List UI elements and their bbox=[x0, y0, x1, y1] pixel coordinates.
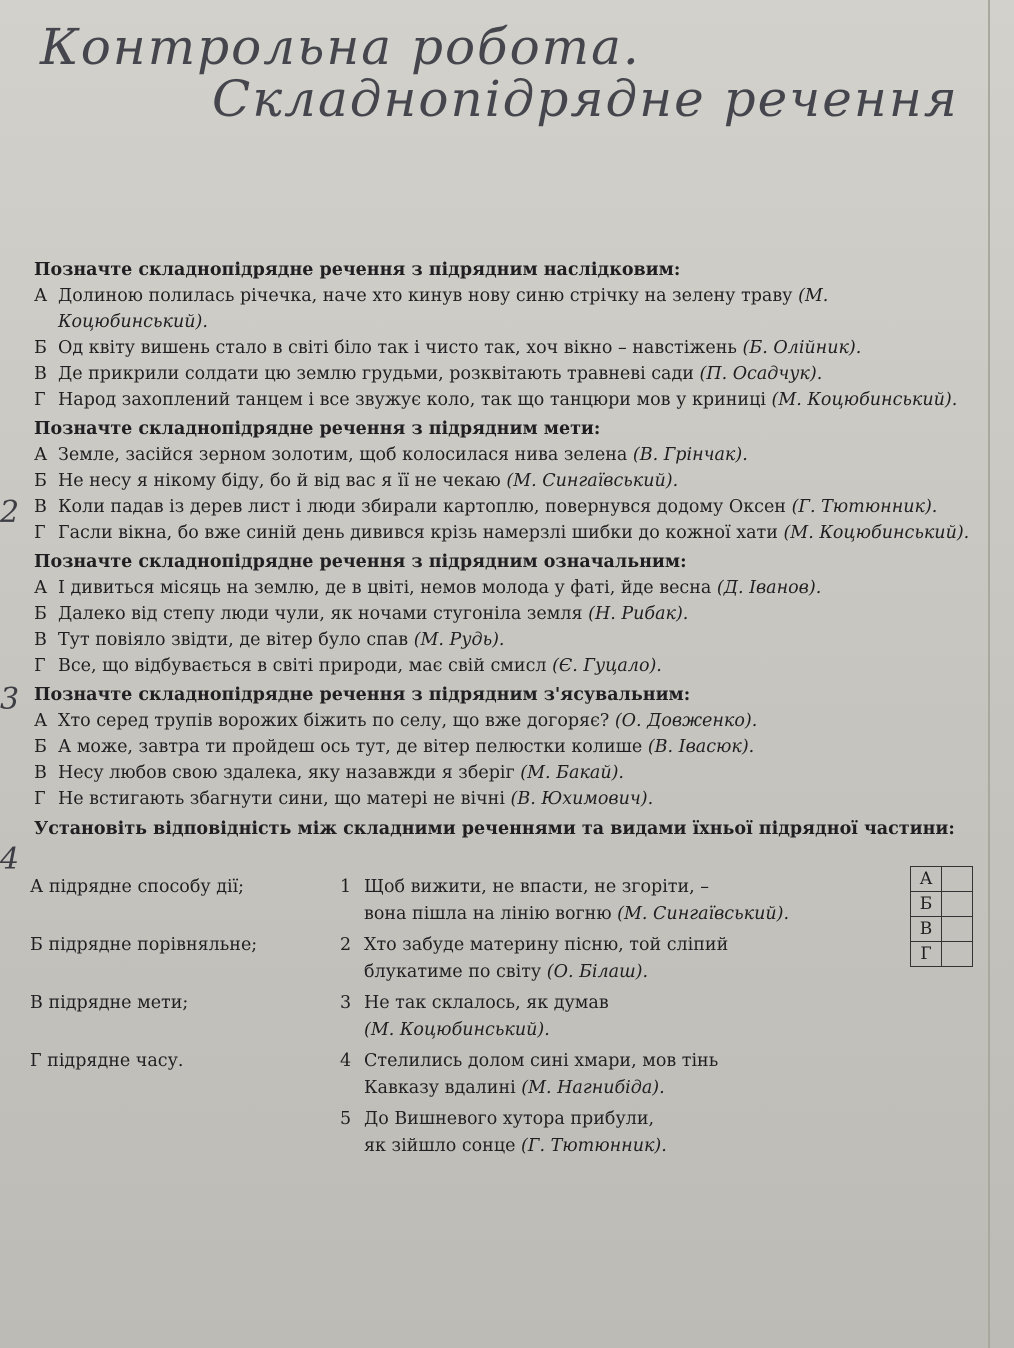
option-source: (М. Рудь). bbox=[413, 630, 505, 650]
question-5-categories bbox=[30, 874, 340, 1106]
questions-list bbox=[0, 258, 1000, 812]
option-source: (П. Осадчук). bbox=[699, 364, 823, 384]
option-text: Не встигають збагнути сини, що матері не вічні bbox=[58, 789, 505, 809]
option-source: (Г. Тютюнник). bbox=[791, 497, 938, 517]
answer-option[interactable] bbox=[0, 283, 970, 335]
category-item bbox=[30, 1048, 340, 1106]
answer-grid-letter: В bbox=[911, 917, 942, 942]
option-letter: А bbox=[34, 286, 48, 306]
option-text: Гасли вікна, бо вже синій день дивився крізь намерзлі шибки до кожної хати bbox=[58, 523, 778, 543]
answer-grid bbox=[910, 866, 973, 967]
handwritten-question-number-4: 4 bbox=[0, 842, 20, 877]
answer-grid-cell[interactable] bbox=[942, 917, 973, 942]
sentence-source: (М. Нагнибіда). bbox=[521, 1078, 665, 1098]
answer-option[interactable] bbox=[0, 708, 970, 734]
sentence-line-2: Кавказу вдалині bbox=[364, 1078, 516, 1098]
questions-area bbox=[0, 258, 1000, 1156]
category-item bbox=[30, 990, 340, 1048]
answer-grid-cell[interactable] bbox=[942, 942, 973, 967]
option-text: Де прикрили солдати цю землю грудьми, розквітають травневі сади bbox=[58, 364, 694, 384]
option-text: І дивиться місяць на землю, де в цвіті, немов молода у фаті, йде весна bbox=[58, 578, 712, 598]
answer-grid-letter: А bbox=[911, 867, 942, 892]
category-letter: Б bbox=[30, 935, 43, 955]
option-letter: А bbox=[34, 578, 48, 598]
category-letter: Г bbox=[30, 1051, 42, 1071]
sentence-item bbox=[340, 1048, 910, 1102]
option-source: (В. Юхимович). bbox=[510, 789, 654, 809]
option-letter: Б bbox=[34, 604, 47, 624]
option-letter: Б bbox=[34, 471, 47, 491]
answer-grid-row bbox=[911, 917, 973, 942]
option-letter: Г bbox=[34, 390, 46, 410]
sentence-line-2: як зійшло сонце bbox=[364, 1136, 516, 1156]
option-text: А може, завтра ти пройдеш ось тут, де вітер пелюстки колише bbox=[58, 737, 643, 757]
question-5-heading: Установіть відповідність між складними реченнями та видами їхньої підрядної частини: bbox=[34, 819, 955, 839]
answer-option[interactable] bbox=[0, 468, 970, 494]
option-text: Не несу я нікому біду, бо й від вас я її не чекаю bbox=[58, 471, 501, 491]
category-letter: В bbox=[30, 993, 43, 1013]
answer-option[interactable] bbox=[0, 734, 970, 760]
answer-option[interactable] bbox=[0, 335, 970, 361]
sentence-number: 5 bbox=[340, 1109, 352, 1129]
option-source: (Є. Гуцало). bbox=[552, 656, 662, 676]
option-source: (М. Бакай). bbox=[520, 763, 624, 783]
category-text: підрядне порівняльне; bbox=[48, 935, 258, 955]
option-text: Народ захоплений танцем і все звужує коло, так що танцюри мов у криниці bbox=[58, 390, 766, 410]
option-letter: Г bbox=[34, 656, 46, 676]
option-letter: Б bbox=[34, 737, 47, 757]
answer-option[interactable] bbox=[0, 520, 970, 546]
category-text: підрядне способу дії; bbox=[48, 877, 245, 897]
option-source: (Д. Іванов). bbox=[716, 578, 822, 598]
category-text: підрядне мети; bbox=[48, 993, 189, 1013]
sentence-line-1: Щоб вижити, не впасти, не згоріти, – bbox=[364, 877, 710, 897]
answer-option[interactable] bbox=[0, 627, 970, 653]
option-text: Долиною полилась річечка, наче хто кинув нову синю стрічку на зелену траву bbox=[58, 286, 793, 306]
option-letter: А bbox=[34, 445, 48, 465]
answer-option[interactable] bbox=[0, 653, 970, 679]
sentence-source: (Г. Тютюнник). bbox=[521, 1136, 667, 1156]
answer-grid-row bbox=[911, 942, 973, 967]
option-source: (М. Коцюбинський). bbox=[783, 523, 970, 543]
sentence-line-2: вона пішла на лінію вогню bbox=[364, 904, 612, 924]
option-text: Тут повіяло звідти, де вітер було спав bbox=[58, 630, 409, 650]
option-text: Хто серед трупів ворожих біжить по селу, що вже догоряє? bbox=[58, 711, 610, 731]
option-source: (М. Сингаївський). bbox=[506, 471, 679, 491]
option-letter: Б bbox=[34, 338, 47, 358]
question-heading: Позначте складнопідрядне речення з підрядним наслідковим: bbox=[34, 260, 681, 280]
answer-option[interactable] bbox=[0, 387, 970, 413]
handwritten-question-number-2: 2 bbox=[0, 495, 20, 530]
option-text: Все, що відбувається в світі природи, має свій смисл bbox=[58, 656, 547, 676]
category-item bbox=[30, 874, 340, 932]
answer-grid-letter: Б bbox=[911, 892, 942, 917]
question-heading: Позначте складнопідрядне речення з підрядним мети: bbox=[34, 419, 601, 439]
question-4 bbox=[0, 683, 1000, 812]
sentence-line-1: Стелились долом сині хмари, мов тінь bbox=[364, 1051, 719, 1071]
answer-option[interactable] bbox=[0, 494, 970, 520]
answer-option[interactable] bbox=[0, 786, 970, 812]
sentence-source: (М. Коцюбинський). bbox=[364, 1020, 550, 1040]
answer-grid-letter: Г bbox=[911, 942, 942, 967]
option-source: (М. Коцюбинський). bbox=[771, 390, 958, 410]
handwritten-question-number-3: 3 bbox=[0, 682, 20, 717]
category-text: підрядне часу. bbox=[47, 1051, 184, 1071]
answer-option[interactable] bbox=[0, 361, 970, 387]
option-letter: Г bbox=[34, 523, 46, 543]
option-source: (М. Коцюбинський). bbox=[58, 286, 829, 332]
option-source: (Н. Рибак). bbox=[588, 604, 689, 624]
option-text: Коли падав із дерев лист і люди збирали картоплю, повернувся додому Оксен bbox=[58, 497, 786, 517]
sentence-item bbox=[340, 932, 910, 986]
option-letter: А bbox=[34, 711, 48, 731]
sentence-number: 1 bbox=[340, 877, 352, 897]
question-1 bbox=[0, 258, 1000, 413]
sentence-source: (М. Сингаївський). bbox=[617, 904, 790, 924]
option-letter: В bbox=[34, 763, 47, 783]
handwritten-title-line-2: Складнопідрядне речення bbox=[212, 70, 959, 128]
answer-option[interactable] bbox=[0, 601, 970, 627]
answer-grid-row bbox=[911, 892, 973, 917]
sentence-item bbox=[340, 874, 910, 928]
category-letter: А bbox=[30, 877, 44, 897]
option-source: (В. Грінчак). bbox=[632, 445, 748, 465]
question-5 bbox=[0, 816, 1000, 1156]
option-text: Несу любов свою здалека, яку назавжди я зберіг bbox=[58, 763, 515, 783]
sentence-line-1: Не так склалось, як думав bbox=[364, 993, 609, 1013]
sentence-item bbox=[340, 990, 910, 1044]
question-heading: Позначте складнопідрядне речення з підрядним з'ясувальним: bbox=[34, 685, 691, 705]
option-source: (В. Івасюк). bbox=[647, 737, 755, 757]
option-letter: В bbox=[34, 630, 47, 650]
option-letter: В bbox=[34, 497, 47, 517]
sentence-line-1: Хто забуде материну пісню, той сліпий bbox=[364, 935, 729, 955]
handwritten-title-line-1: Контрольна робота. bbox=[40, 18, 641, 76]
sentence-line-2: блукатиме по світу bbox=[364, 962, 542, 982]
option-letter: В bbox=[34, 364, 47, 384]
option-text: Земле, засійся зерном золотим, щоб колосилася нива зелена bbox=[58, 445, 628, 465]
option-text: Далеко від степу люди чули, як ночами стугоніла земля bbox=[58, 604, 583, 624]
sentence-number: 3 bbox=[340, 993, 352, 1013]
option-text: Од квіту вишень стало в світі біло так і чисто так, хоч вікно – навстіжень bbox=[58, 338, 737, 358]
category-item bbox=[30, 932, 340, 990]
question-heading: Позначте складнопідрядне речення з підрядним означальним: bbox=[34, 552, 687, 572]
answer-option[interactable] bbox=[0, 575, 970, 601]
question-5-sentences bbox=[340, 874, 910, 1164]
option-source: (Б. Олійник). bbox=[742, 338, 862, 358]
sentence-number: 4 bbox=[340, 1051, 352, 1071]
sentence-line-1: До Вишневого хутора прибули, bbox=[364, 1109, 655, 1129]
sentence-item bbox=[340, 1106, 910, 1160]
answer-grid-row bbox=[911, 867, 973, 892]
answer-option[interactable] bbox=[0, 760, 970, 786]
sentence-number: 2 bbox=[340, 935, 352, 955]
question-2 bbox=[0, 417, 1000, 546]
answer-option[interactable] bbox=[0, 442, 970, 468]
answer-grid-cell[interactable] bbox=[942, 867, 973, 892]
question-3 bbox=[0, 550, 1000, 679]
option-source: (О. Довженко). bbox=[614, 711, 758, 731]
sentence-source: (О. Білаш). bbox=[546, 962, 649, 982]
option-letter: Г bbox=[34, 789, 46, 809]
answer-grid-cell[interactable] bbox=[942, 892, 973, 917]
